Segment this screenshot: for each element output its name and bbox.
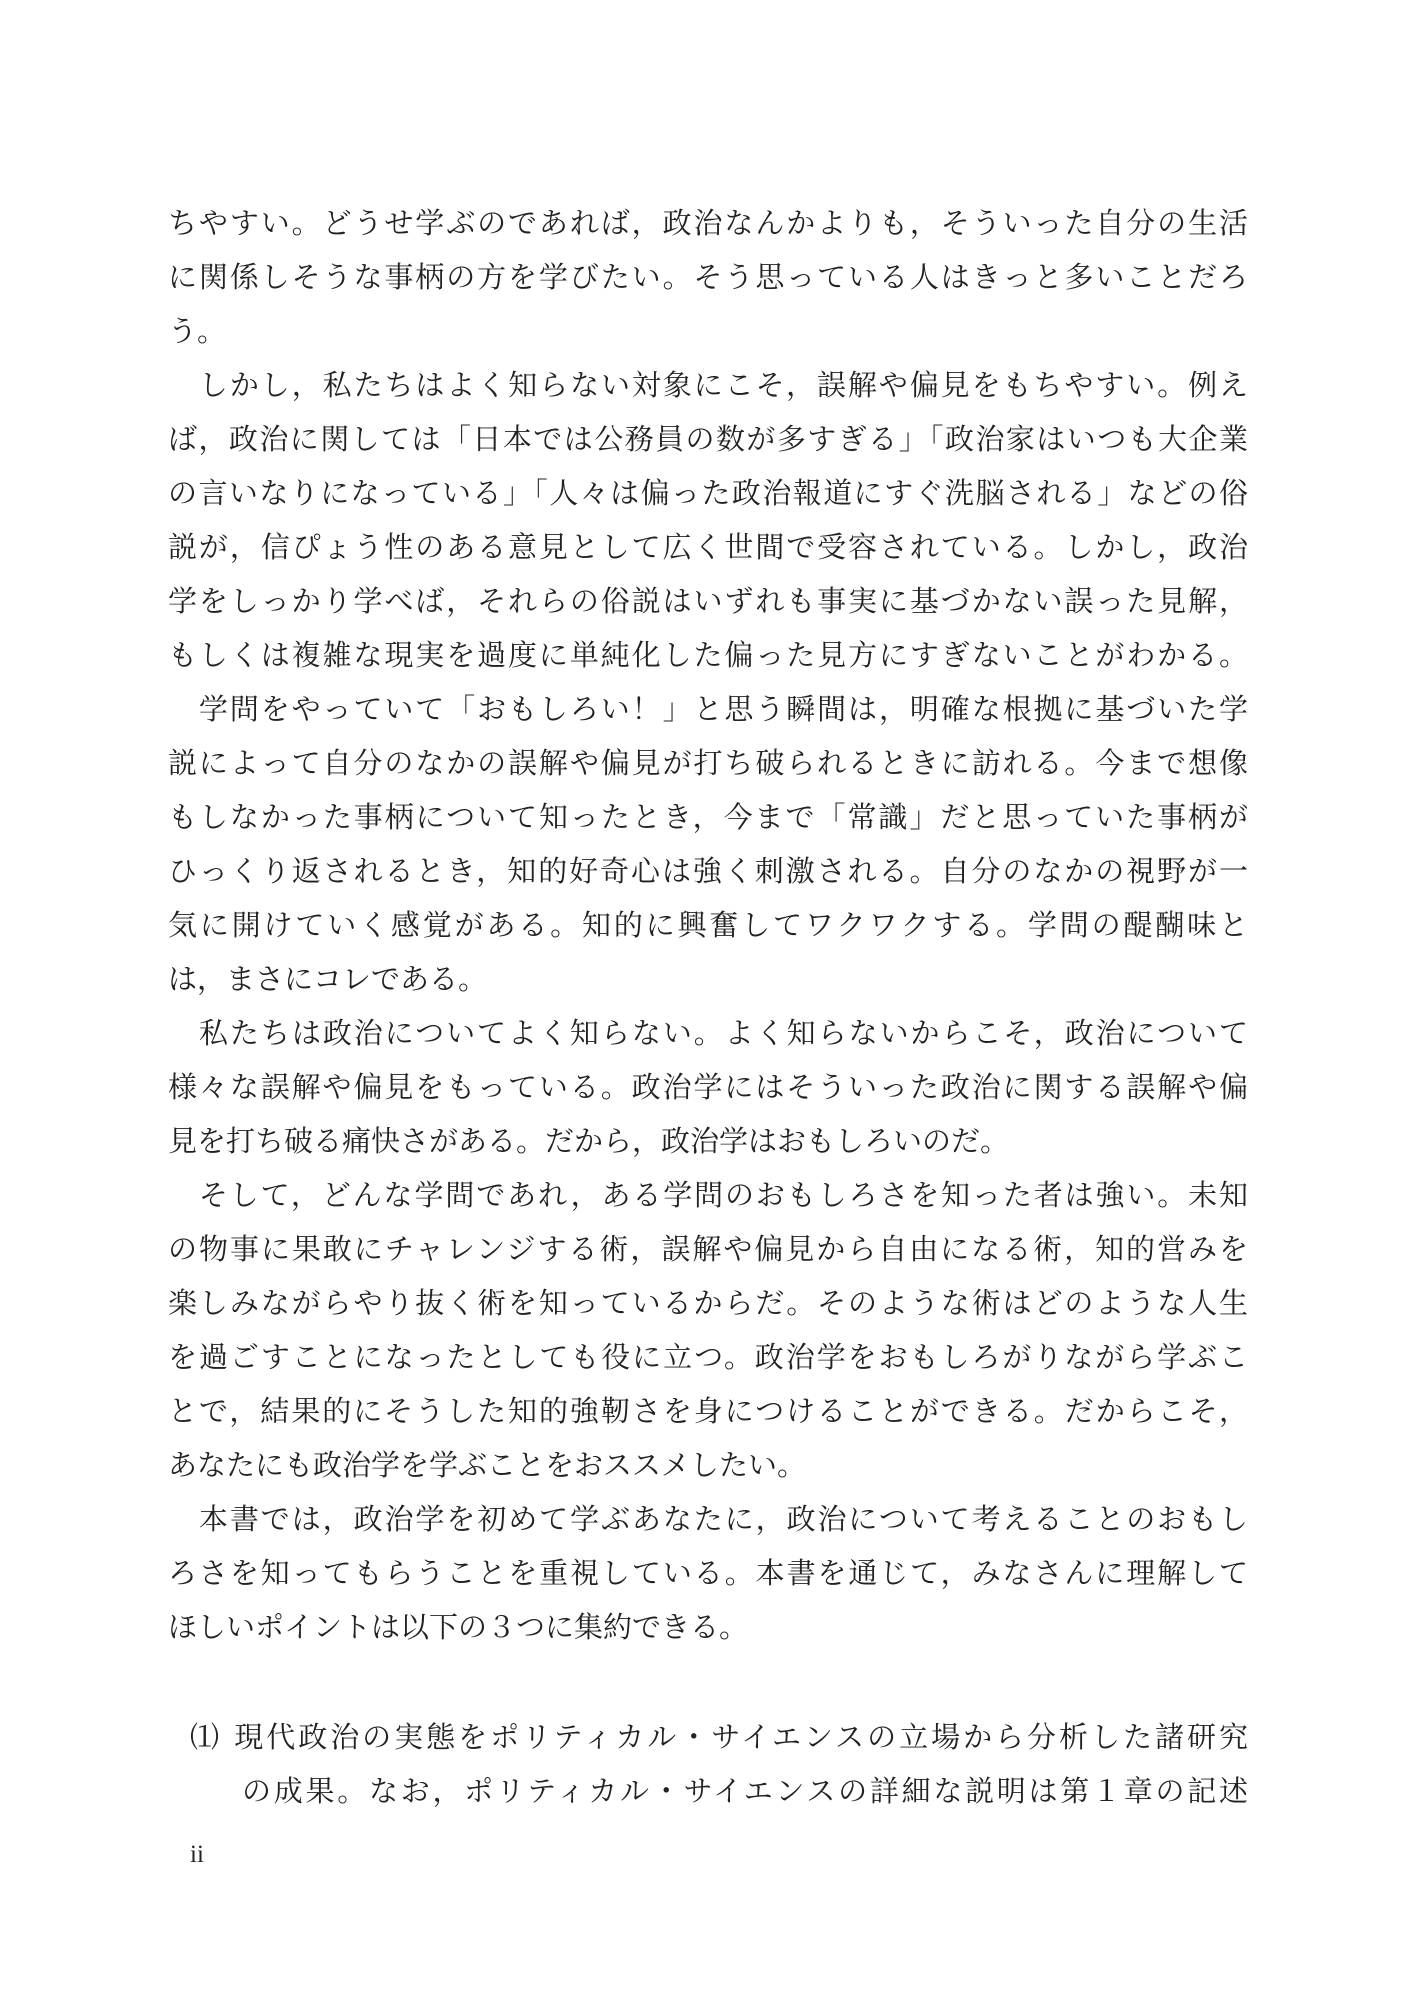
body-line: ば，政治に関しては「日本では公務員の数が多すぎる」「政治家はいつも大企業 [168, 422, 1248, 456]
body-line: の物事に果敢にチャレンジする術，誤解や偏見から自由になる術，知的営みを [168, 1232, 1248, 1266]
body-line: ほしいポイントは以下の３つに集約できる。 [168, 1610, 749, 1644]
body-line: あなたにも政治学を学ぶことをおススメしたい。 [168, 1448, 807, 1482]
body-line: 見を打ち破る痛快さがある。だから，政治学はおもしろいのだ。 [168, 1124, 1010, 1158]
list-item-number: ⑴ [190, 1720, 222, 1754]
body-line: 楽しみながらやり抜く術を知っているからだ。そのような術はどのような人生 [168, 1286, 1248, 1320]
body-line: は，まさにコレである。 [168, 962, 488, 996]
body-line: 学問をやっていて「おもしろい！」と思う瞬間は，明確な根拠に基づいた学 [168, 692, 1248, 726]
body-line: そして，どんな学問であれ，ある学問のおもしろさを知った者は強い。未知 [168, 1178, 1248, 1212]
list-item-1-second-line: の成果。なお，ポリティカル・サイエンスの詳細な説明は第１章の記述 [242, 1774, 1248, 1808]
body-line: ろさを知ってもらうことを重視している。本書を通じて，みなさんに理解して [168, 1556, 1248, 1590]
page-number: ii [190, 1841, 204, 1868]
body-line: に関係しそうな事柄の方を学びたい。そう思っている人はきっと多いことだろ [168, 260, 1248, 294]
body-line: ちやすい。どうせ学ぶのであれば，政治なんかよりも，そういった自分の生活 [168, 206, 1248, 240]
body-line: 様々な誤解や偏見をもっている。政治学にはそういった政治に関する誤解や偏 [168, 1070, 1248, 1104]
body-line: もしくは複雑な現実を過度に単純化した偏った見方にすぎないことがわかる。 [168, 638, 1248, 672]
body-line: ひっくり返されるとき，知的好奇心は強く刺激される。自分のなかの視野が一 [168, 854, 1248, 888]
body-line: もしなかった事柄について知ったとき，今まで「常識」だと思っていた事柄が [168, 800, 1248, 834]
body-line: 私たちは政治についてよく知らない。よく知らないからこそ，政治について [168, 1016, 1248, 1050]
list-item-1-first-line [190, 1717, 1248, 1757]
list-item-text: 現代政治の実態をポリティカル・サイエンスの立場から分析した諸研究 [234, 1720, 1248, 1754]
body-line: 説が，信ぴょう性のある意見として広く世間で受容されている。しかし，政治 [168, 530, 1248, 564]
body-line: とで，結果的にそうした知的強靭さを身につけることができる。だからこそ， [168, 1394, 1248, 1428]
body-line: の言いなりになっている」「人々は偏った政治報道にすぐ洗脳される」などの俗 [168, 476, 1248, 510]
body-line: 本書では，政治学を初めて学ぶあなたに，政治について考えることのおもし [168, 1502, 1248, 1536]
body-line: しかし，私たちはよく知らない対象にこそ，誤解や偏見をもちやすい。例え [168, 368, 1248, 402]
body-line: 気に開けていく感覚がある。知的に興奮してワクワクする。学問の醍醐味と [168, 908, 1248, 942]
body-line: を過ごすことになったとしても役に立つ。政治学をおもしろがりながら学ぶこ [168, 1340, 1248, 1374]
body-line: う。 [168, 314, 227, 348]
body-line: 学をしっかり学べば，それらの俗説はいずれも事実に基づかない誤った見解， [168, 584, 1248, 618]
body-line: 説によって自分のなかの誤解や偏見が打ち破られるときに訪れる。今まで想像 [168, 746, 1248, 780]
